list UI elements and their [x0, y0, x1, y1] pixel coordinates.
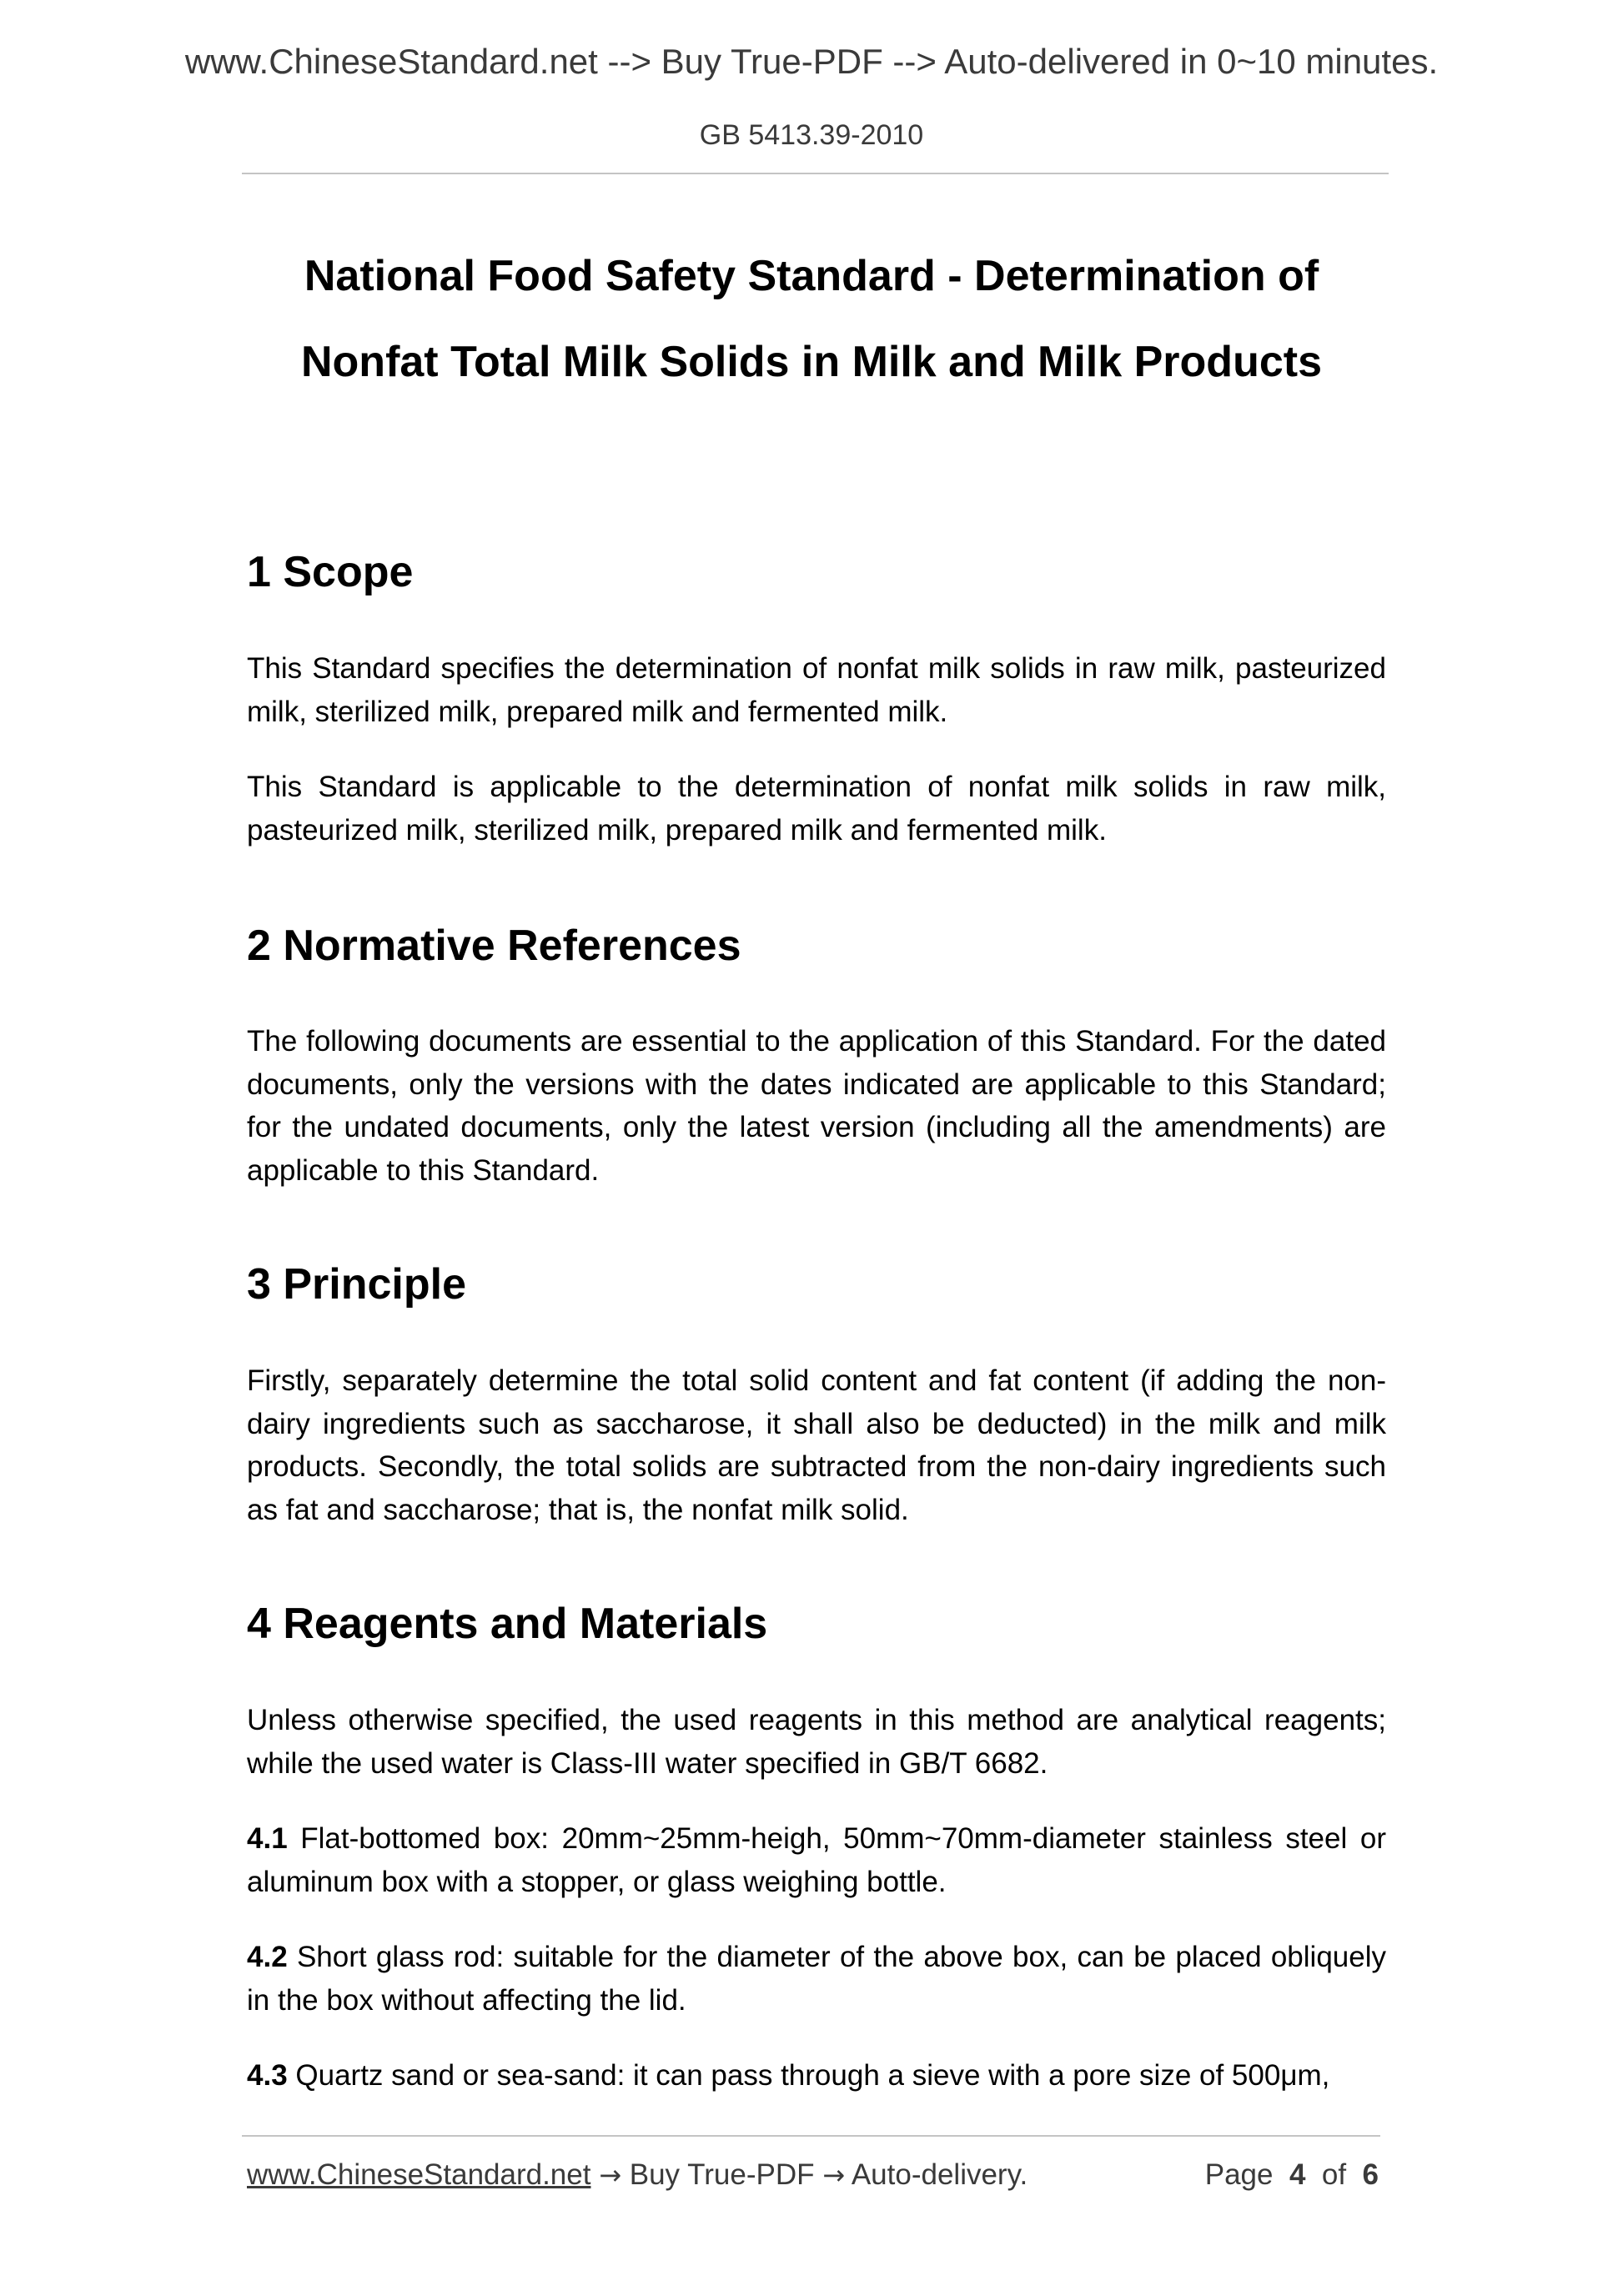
of-label: of [1321, 2158, 1347, 2191]
footer-divider [242, 2135, 1380, 2137]
normative-paragraph: The following documents are essential to the application of this Standard. For the dated documents, only the versions with the dates indicated are applicable to this Standard; for the undated documents, only the latest version (including all the amendments) are applicable to this Standard. [247, 1025, 1386, 1187]
reagent-item-4-3 [247, 2054, 1386, 2098]
reagent-item-4-1 [247, 1817, 1386, 1903]
footer-promo [247, 2158, 1028, 2192]
page-number: 4 [1289, 2158, 1306, 2191]
arrow-right-icon: → [599, 2159, 622, 2191]
item-number: 4.2 [247, 1941, 288, 1973]
item-number: 4.3 [247, 2059, 288, 2092]
page-label: Page [1204, 2158, 1274, 2191]
page-total: 6 [1362, 2158, 1379, 2191]
arrow-right-icon: → [822, 2159, 846, 2191]
header-divider [242, 173, 1389, 174]
title-line-2: Nonfat Total Milk Solids in Milk and Milk Products [300, 338, 1322, 386]
item-text: Quartz sand or sea-sand: it can pass through a sieve with a pore size of 500μm, [295, 2059, 1330, 2092]
section-heading-normative-references: 2 Normative References [247, 922, 741, 970]
footer-delivery-text: Auto-delivery. [851, 2158, 1028, 2191]
section-heading-scope: 1 Scope [247, 548, 414, 596]
section-heading-reagents: 4 Reagents and Materials [247, 1600, 768, 1648]
page-indicator [1205, 2158, 1379, 2192]
document-code: GB 5413.39-2010 [699, 119, 924, 151]
reagent-item-4-2 [247, 1936, 1386, 2022]
item-text: Short glass rod: suitable for the diameter of the above box, can be placed obliquely in the box without affecting the lid. [247, 1941, 1386, 2017]
reagents-paragraph: Unless otherwise specified, the used reagents in this method are analytical reagents; while the used water is Class-III water specified in GB/T 6682. [247, 1704, 1386, 1780]
document-title [0, 234, 1623, 405]
item-text: Flat-bottomed box: 20mm~25mm-heigh, 50mm~70mm-diameter stainless steel or aluminum box with a stopper, or glass weighing bottle. [247, 1822, 1386, 1898]
principle-paragraph: Firstly, separately determine the total solid content and fat content (if adding the non-dairy ingredients such as saccharose, it shall also be deducted) in the milk and milk products. Secondly, the total solids are subtracted from the non-dairy ingredients such as fat and saccharose; that is, the nonfat milk solid. [247, 1364, 1386, 1526]
footer-buy-text: Buy True-PDF [629, 2158, 815, 2191]
scope-paragraph-1: This Standard specifies the determination of nonfat milk solids in raw milk, pasteurized milk, sterilized milk, prepared milk and fermented milk. [247, 652, 1386, 728]
scope-paragraph-2: This Standard is applicable to the determination of nonfat milk solids in raw milk, pasteurized milk, sterilized milk, prepared milk and fermented milk. [247, 771, 1386, 847]
section-heading-principle: 3 Principle [247, 1260, 466, 1309]
title-line-1: National Food Safety Standard - Determination of [304, 252, 1319, 300]
item-number: 4.1 [247, 1822, 288, 1855]
site-banner: www.ChineseStandard.net --> Buy True-PDF --> Auto-delivered in 0~10 minutes. [184, 42, 1439, 81]
footer-site-link[interactable]: www.ChineseStandard.net [247, 2158, 591, 2191]
